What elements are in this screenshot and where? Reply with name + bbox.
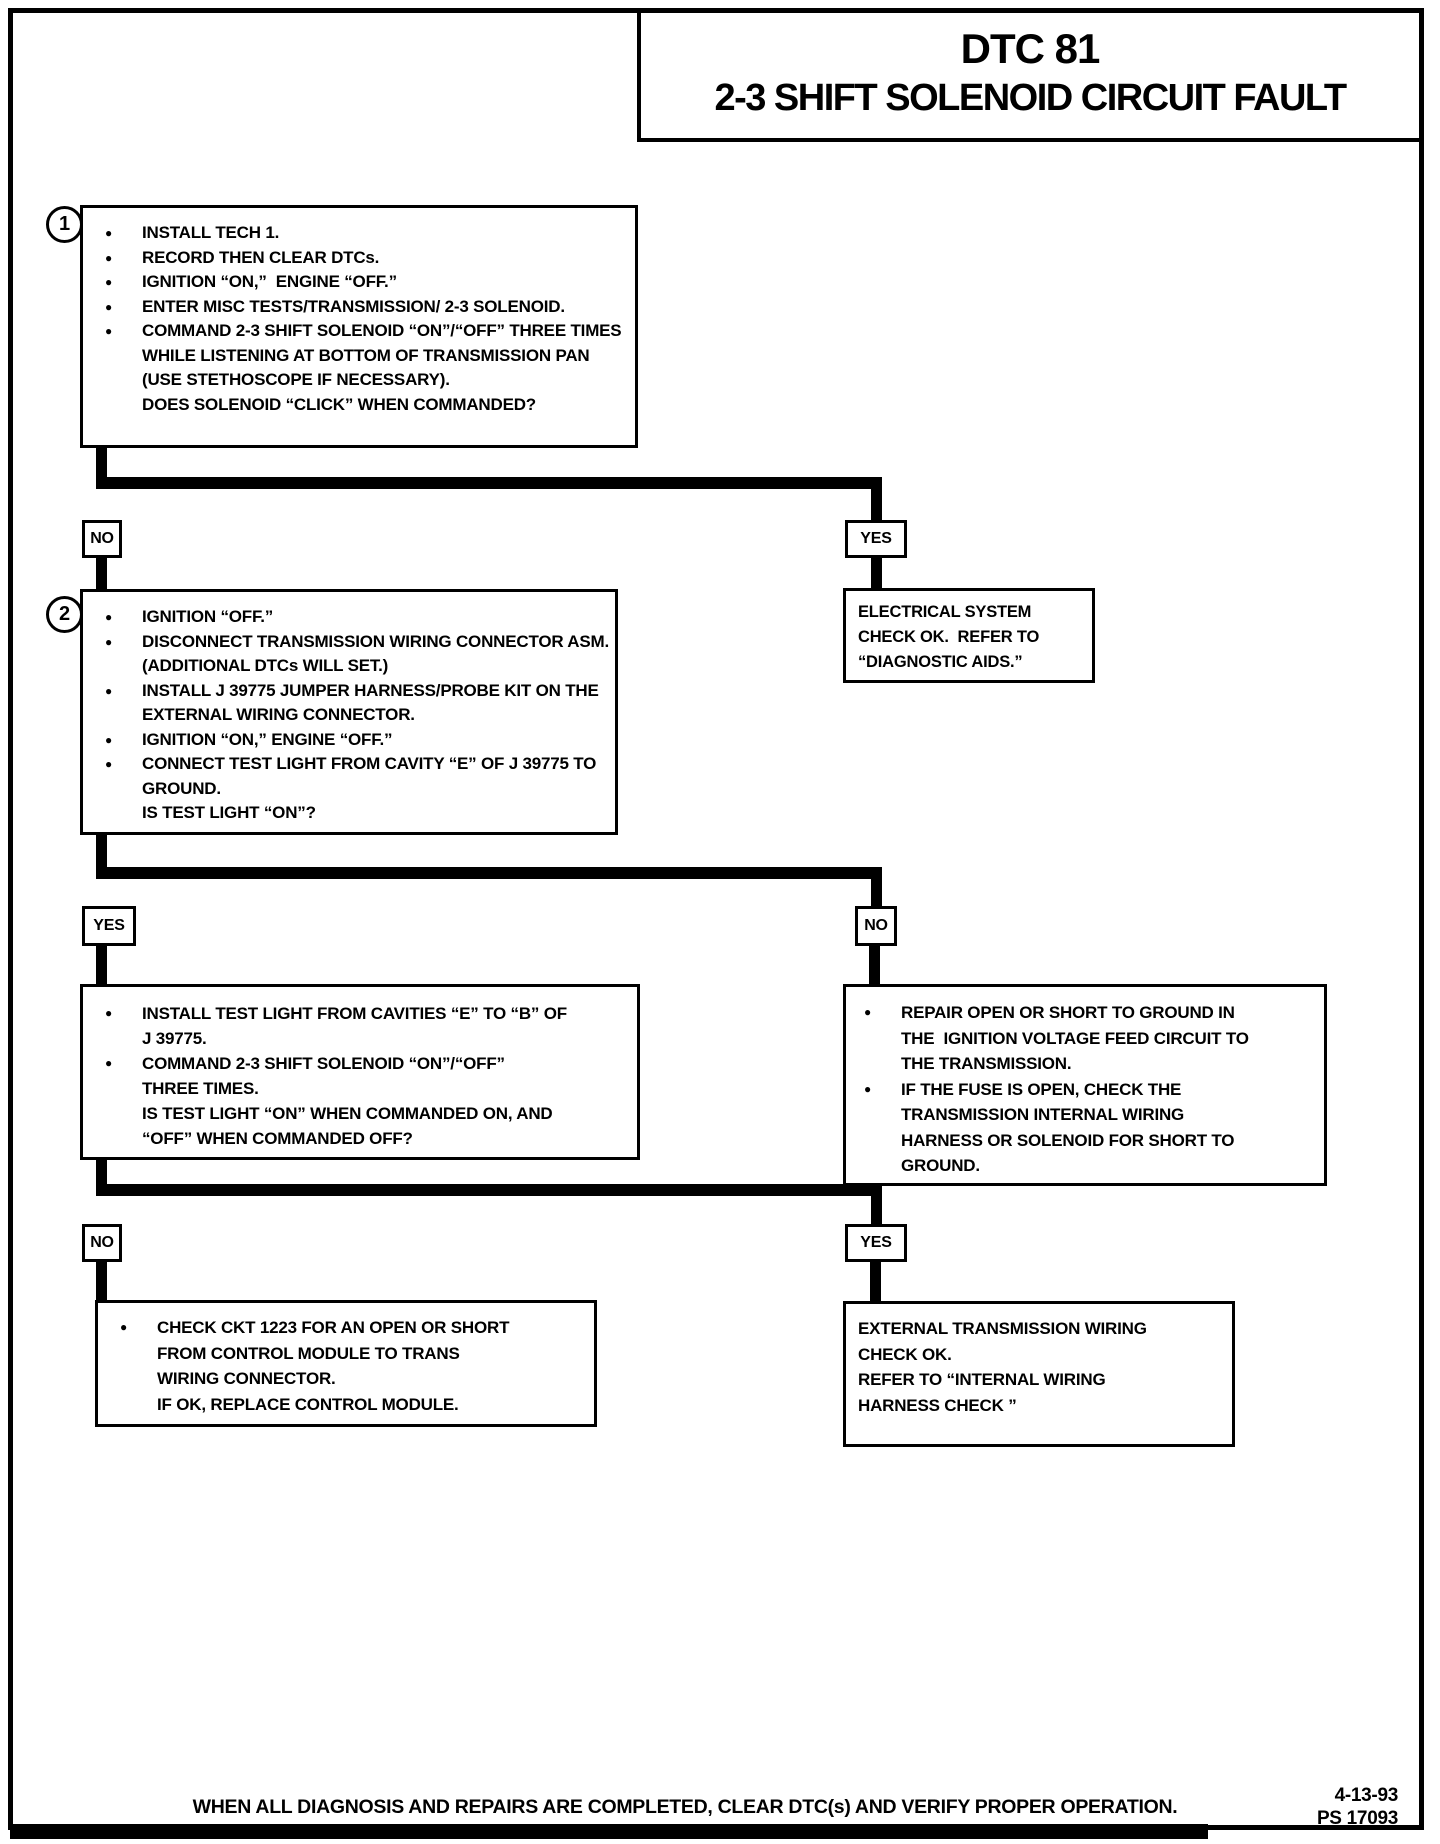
text: INSTALL TEST LIGHT FROM CAVITIES “E” TO “B” OF [142, 1004, 567, 1023]
text-line [105, 319, 629, 344]
text-line [120, 1315, 588, 1341]
text-line [105, 393, 629, 418]
text: TRANSMISSION INTERNAL WIRING [901, 1105, 1185, 1124]
text-line [105, 703, 609, 728]
text: DOES SOLENOID “CLICK” WHEN COMMANDED? [142, 394, 536, 414]
text-line [105, 1076, 631, 1101]
text: IGNITION “ON,” ENGINE “OFF.” [142, 272, 397, 291]
connector-line [869, 946, 880, 985]
text-line [105, 679, 609, 704]
text: “OFF” WHEN COMMANDED OFF? [142, 1129, 413, 1148]
test-light-command-box [80, 984, 640, 1160]
text-line: CHECK OK. [858, 1344, 952, 1364]
bullet-icon: ● [105, 250, 113, 265]
text: IGNITION “ON,” ENGINE “OFF.” [142, 729, 393, 749]
text-line [120, 1341, 588, 1367]
step-2-number: 2 [58, 603, 71, 625]
text: COMMAND 2-3 SHIFT SOLENOID “ON”/“OFF” THREE TIMES [142, 321, 622, 340]
electrical-system-ok-box [843, 588, 1095, 683]
text-line [120, 1366, 588, 1392]
text-line [864, 1153, 1318, 1179]
text: (USE STETHOSCOPE IF NECESSARY). [142, 370, 450, 389]
text: THE IGNITION VOLTAGE FEED CIRCUIT TO [901, 1028, 1249, 1048]
bullet-icon: ● [105, 757, 113, 771]
check-ckt-1223-box [95, 1300, 597, 1427]
connector-line [871, 558, 882, 589]
text-line: CHECK OK. REFER TO [858, 628, 1040, 646]
text: J 39775. [142, 1029, 207, 1048]
text: RECORD THEN CLEAR DTCs. [142, 247, 380, 267]
bullet-icon: ● [105, 275, 113, 289]
text-line [105, 1051, 631, 1076]
repair-open-short-box [843, 984, 1327, 1186]
text: FROM CONTROL MODULE TO TRANS [157, 1343, 460, 1363]
text-line [105, 605, 609, 630]
text-line [105, 728, 609, 753]
connector-line [871, 477, 882, 522]
text-line: ELECTRICAL SYSTEM [858, 603, 1032, 621]
text-line: REFER TO “INTERNAL WIRING [858, 1370, 1106, 1389]
text: IF OK, REPLACE CONTROL MODULE. [157, 1394, 459, 1414]
step-2-number-badge [46, 596, 83, 633]
text-line [864, 1077, 1318, 1103]
step-1-number-badge [46, 206, 83, 243]
bullet-icon: ● [105, 1006, 113, 1020]
connector-line [96, 1262, 107, 1301]
bullet-icon: ● [105, 634, 113, 649]
text-line [105, 368, 629, 393]
text-line [105, 777, 609, 802]
text: REPAIR OPEN OR SHORT TO GROUND IN [901, 1003, 1235, 1022]
connector-line [870, 1262, 881, 1302]
text-line [120, 1392, 588, 1418]
branch-3-yes-label [845, 1224, 907, 1262]
connector-line [96, 867, 882, 879]
text: WHILE LISTENING AT BOTTOM OF TRANSMISSION PAN [142, 345, 590, 365]
yes-text: YES [860, 530, 892, 547]
text-line: EXTERNAL TRANSMISSION WIRING [858, 1319, 1147, 1338]
text-line: HARNESS CHECK ” [858, 1395, 1017, 1415]
no-text: NO [90, 530, 114, 547]
text-line [864, 1051, 1318, 1077]
bullet-icon: ● [105, 732, 113, 747]
text-line [864, 1000, 1318, 1026]
text-line [105, 801, 609, 826]
text: THREE TIMES. [142, 1079, 259, 1098]
step-1-instructions-box [80, 205, 638, 448]
bullet-icon: ● [120, 1320, 128, 1334]
fault-description-title: 2-3 SHIFT SOLENOID CIRCUIT FAULT [714, 77, 1346, 119]
text-line [105, 654, 609, 679]
bullet-icon: ● [105, 324, 113, 338]
yes-text: YES [860, 1234, 892, 1251]
footer-date: 4-13-93 [1334, 1785, 1398, 1806]
text-line [105, 246, 629, 271]
text: EXTERNAL WIRING CONNECTOR. [142, 705, 415, 724]
text: (ADDITIONAL DTCs WILL SET.) [142, 656, 389, 675]
text: IS TEST LIGHT “ON”? [142, 803, 316, 822]
text-line [105, 1126, 631, 1151]
dtc-code-title: DTC 81 [960, 25, 1100, 72]
text: WIRING CONNECTOR. [157, 1369, 336, 1388]
branch-3-no-label [82, 1224, 122, 1262]
external-wiring-ok-box [843, 1301, 1235, 1447]
connector-line [871, 867, 882, 908]
connector-line [96, 477, 882, 489]
text: GROUND. [901, 1156, 980, 1175]
footer-doc-number: PS 17093 [1316, 1808, 1398, 1829]
text-line [105, 344, 629, 369]
bottom-edge-bar [10, 1824, 1208, 1839]
text: DISCONNECT TRANSMISSION WIRING CONNECTOR ASM. [142, 631, 610, 651]
text: IGNITION “OFF.” [142, 607, 274, 626]
text: INSTALL J 39775 JUMPER HARNESS/PROBE KIT ON THE [142, 680, 599, 700]
text-line [105, 295, 629, 320]
bullet-icon: ● [105, 299, 113, 314]
bullet-icon: ● [105, 683, 113, 698]
footer-note: WHEN ALL DIAGNOSIS AND REPAIRS ARE COMPLETED, CLEAR DTC(s) AND VERIFY PROPER OPERATION. [192, 1796, 1178, 1818]
bullet-icon: ● [105, 610, 113, 624]
step-2-instructions-box [80, 589, 618, 835]
text-line [105, 630, 609, 655]
text: IF THE FUSE IS OPEN, CHECK THE [901, 1079, 1182, 1099]
connector-line [96, 1184, 882, 1196]
text: IS TEST LIGHT “ON” WHEN COMMANDED ON, AND [142, 1104, 553, 1123]
text-line [864, 1128, 1318, 1154]
text-line [105, 270, 629, 295]
no-text: NO [90, 1234, 114, 1251]
text-line [105, 1101, 631, 1126]
text: INSTALL TECH 1. [142, 223, 280, 242]
connector-line [96, 946, 107, 985]
bullet-icon: ● [105, 226, 113, 240]
text-line: “DIAGNOSTIC AIDS.” [858, 653, 1023, 671]
branch-1-yes-label [845, 520, 907, 558]
connector-line [96, 558, 107, 591]
bullet-icon: ● [105, 1056, 113, 1070]
text: COMMAND 2-3 SHIFT SOLENOID “ON”/“OFF” [142, 1054, 505, 1073]
bullet-icon: ● [864, 1081, 872, 1096]
text-line [105, 1026, 631, 1051]
branch-2-yes-label [82, 906, 136, 946]
branch-2-no-label [855, 906, 897, 946]
text-line [105, 752, 609, 777]
text: THE TRANSMISSION. [901, 1054, 1072, 1073]
text-line [864, 1102, 1318, 1128]
no-text: NO [864, 917, 888, 934]
step-1-number: 1 [58, 213, 71, 235]
branch-1-no-label [82, 520, 122, 558]
text-line [105, 1001, 631, 1026]
footer-id-block [1230, 1784, 1398, 1830]
text: CONNECT TEST LIGHT FROM CAVITY “E” OF J 39775 TO [142, 754, 597, 773]
text-line [864, 1026, 1318, 1052]
text: ENTER MISC TESTS/TRANSMISSION/ 2-3 SOLENOID. [142, 296, 565, 316]
title-box [637, 13, 1419, 142]
yes-text: YES [93, 917, 125, 934]
text: GROUND. [142, 778, 221, 798]
bullet-icon: ● [864, 1005, 872, 1019]
connector-line [871, 1184, 882, 1224]
text: HARNESS OR SOLENOID FOR SHORT TO [901, 1130, 1235, 1150]
text: CHECK CKT 1223 FOR AN OPEN OR SHORT [157, 1318, 510, 1337]
text-line [105, 221, 629, 246]
